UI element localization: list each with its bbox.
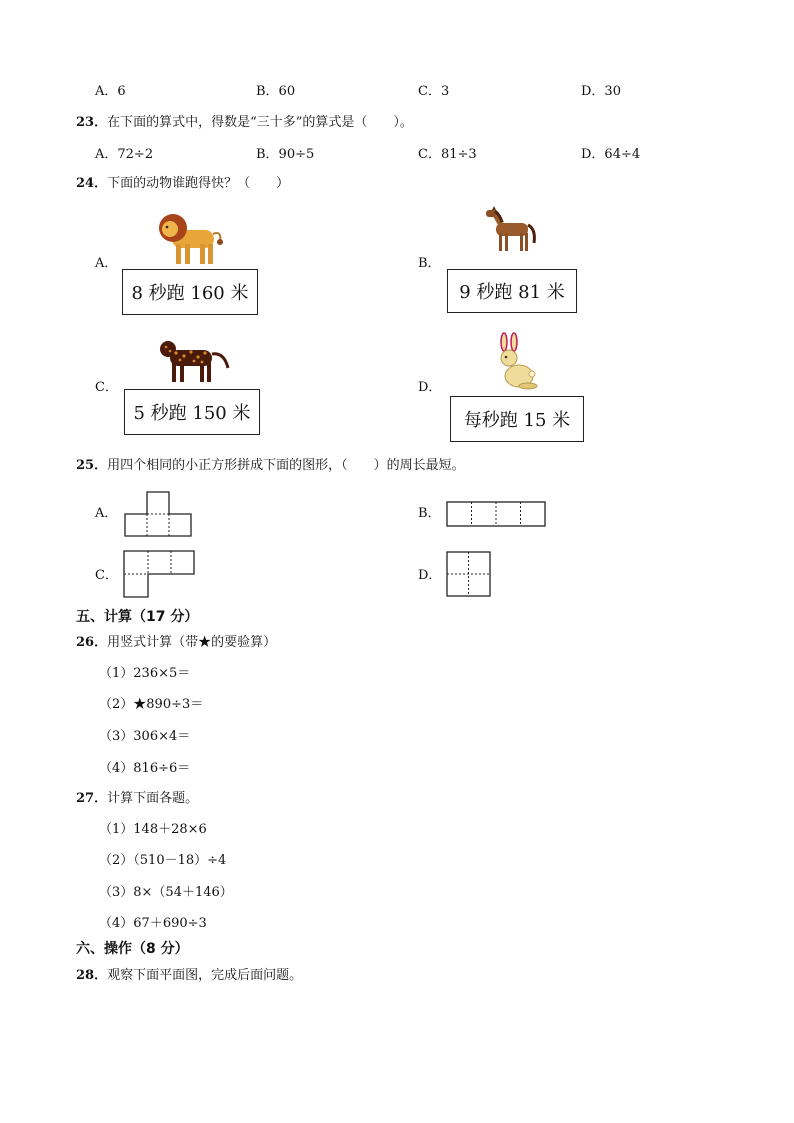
question-number: 24． (76, 176, 108, 191)
q23-option-b[interactable]: B．90÷5 (256, 147, 315, 162)
question-number: 28． (76, 968, 108, 983)
q23-option-a[interactable]: A．72÷2 (95, 147, 154, 162)
q22-option-c[interactable]: C．3 (418, 84, 450, 99)
question-24 (76, 176, 289, 192)
q26-item-1: （1）236×5＝ (99, 666, 191, 681)
q25-option-c-label[interactable]: C． (95, 568, 118, 583)
question-28 (76, 968, 302, 984)
question-25 (76, 458, 465, 474)
question-text: 用四个相同的小正方形拼成下面的图形，（ ）的周长最短。 (107, 458, 465, 473)
q22-option-b[interactable]: B．60 (256, 84, 296, 99)
leopard-icon (158, 338, 230, 384)
question-23 (76, 115, 413, 131)
q27-item-4: （4）67＋690÷3 (99, 916, 207, 931)
question-text: 计算下面各题。 (107, 791, 199, 806)
shape-c-figure (123, 550, 196, 598)
question-number: 25． (76, 458, 108, 473)
q24-option-d-box: 每秒跑 15 米 (450, 396, 584, 442)
q22-option-d[interactable]: D．30 (581, 84, 621, 99)
q24-option-d-label[interactable]: D． (418, 380, 442, 395)
section-6-title: 六、操作（8 分） (76, 941, 189, 957)
q24-option-c-box: 5 秒跑 150 米 (124, 389, 260, 435)
q25-option-a-label[interactable]: A． (95, 506, 118, 521)
q25-option-b-label[interactable]: B． (418, 506, 441, 521)
question-text: 在下面的算式中，得数是“三十多”的算式是（ ）。 (107, 115, 413, 130)
q23-option-d[interactable]: D．64÷4 (581, 147, 641, 162)
horse-icon (484, 207, 538, 253)
q23-option-c[interactable]: C．81÷3 (418, 147, 477, 162)
section-5-title: 五、计算（17 分） (76, 609, 199, 625)
question-number: 26． (76, 635, 108, 650)
question-text: 观察下面平面图，完成后面问题。 (107, 968, 303, 983)
question-text: 下面的动物谁跑得快？（ ） (107, 176, 290, 191)
question-number: 27． (76, 791, 108, 806)
q26-item-3: （3）306×4＝ (99, 729, 191, 744)
q24-option-c-label[interactable]: C． (95, 380, 118, 395)
q27-item-3: （3）8×（54＋146） (99, 885, 233, 900)
shape-a-figure (124, 491, 192, 537)
question-26 (76, 635, 276, 651)
shape-b-figure (446, 501, 547, 527)
question-number: 23． (76, 115, 108, 130)
q25-option-d-label[interactable]: D． (418, 568, 442, 583)
lion-icon (158, 212, 224, 268)
question-text: 用竖式计算（带★的要验算） (107, 635, 277, 650)
q27-item-1: （1）148＋28×6 (99, 822, 207, 837)
q26-item-2: （2）★890÷3＝ (99, 697, 204, 712)
rabbit-icon (494, 334, 538, 392)
question-27 (76, 791, 198, 807)
q24-option-a-label[interactable]: A． (95, 256, 118, 271)
q24-option-a-box: 8 秒跑 160 米 (122, 269, 258, 315)
q24-option-b-box: 9 秒跑 81 米 (447, 269, 577, 313)
q22-option-a[interactable]: A．6 (95, 84, 126, 99)
q27-item-2: （2）（510－18）÷4 (99, 853, 227, 868)
q26-item-4: （4）816÷6＝ (99, 761, 191, 776)
shape-d-figure (446, 551, 492, 597)
q24-option-b-label[interactable]: B． (418, 256, 441, 271)
